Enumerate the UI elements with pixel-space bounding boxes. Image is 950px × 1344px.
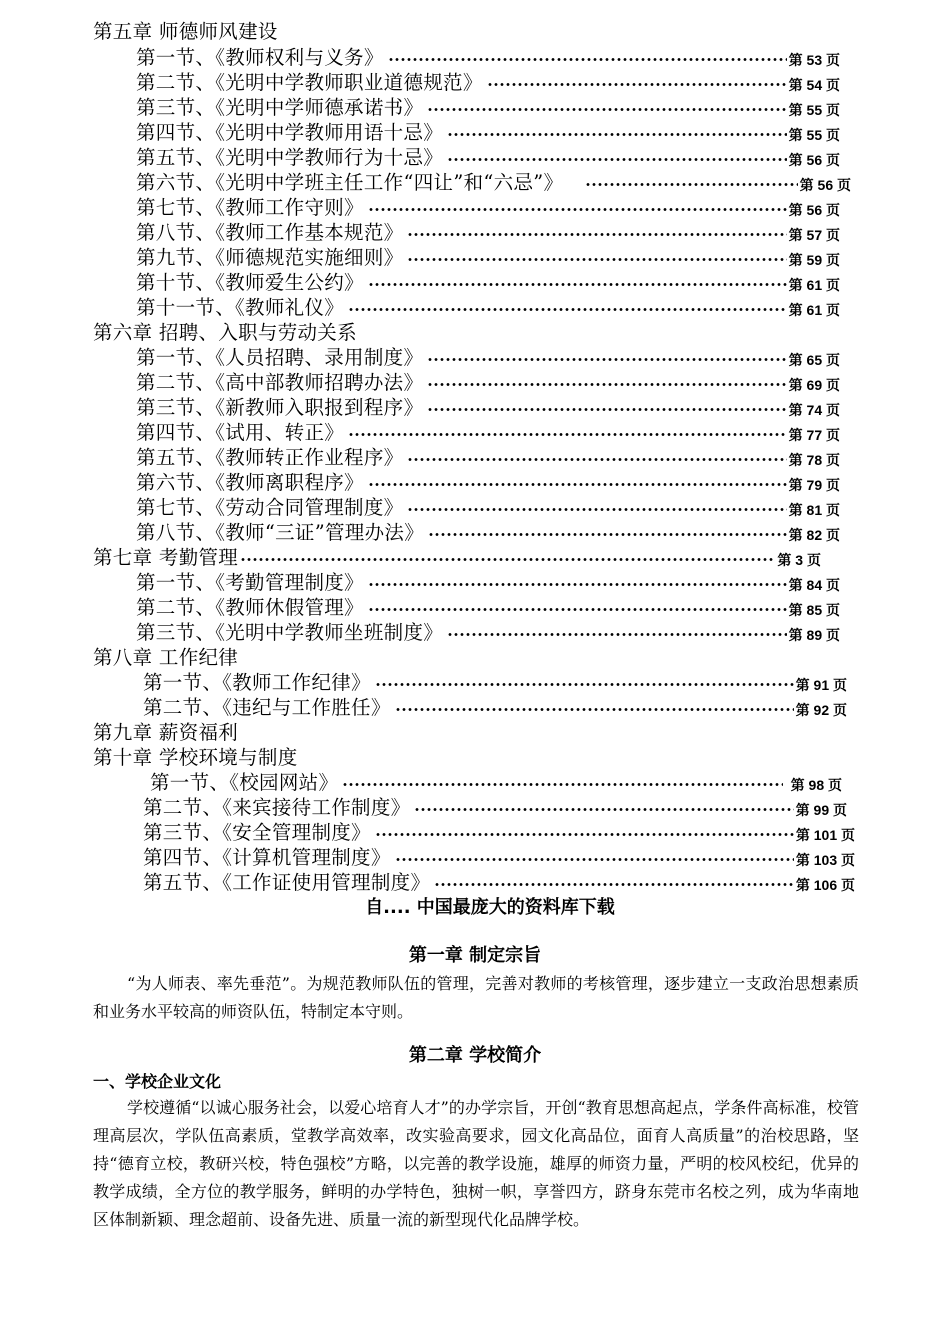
toc-chapter-6: 第六章 招聘、入职与劳动关系 [93, 321, 357, 344]
leader-dots [368, 580, 787, 589]
toc-page-number: 第 56 页 [788, 202, 840, 218]
section-heading: 一、学校企业文化 [93, 1072, 222, 1091]
toc-section-title: 第七节、《教师工作守则》 [136, 196, 364, 219]
toc-section-title: 第二节、《光明中学教师职业道德规范》 [136, 71, 483, 94]
toc-page-number: 第 103 页 [795, 852, 855, 868]
toc-row[interactable] [136, 146, 840, 170]
toc-section-title: 第五节、《教师转正作业程序》 [136, 446, 404, 469]
toc-section-title: 第三节、《新教师入职报到程序》 [136, 396, 424, 419]
leader-dots [447, 130, 787, 139]
leader-dots [368, 480, 787, 489]
toc-page-number: 第 78 页 [788, 452, 840, 468]
leader-dots [427, 355, 786, 364]
leader-dots [368, 205, 787, 214]
toc-page-number: 第 82 页 [788, 527, 840, 543]
leader-dots [375, 680, 794, 689]
toc-row[interactable] [136, 121, 840, 145]
toc-section-title: 第五节、《光明中学教师行为十忌》 [136, 146, 444, 169]
toc-row[interactable] [136, 246, 840, 270]
toc-page-number: 第 92 页 [795, 702, 847, 718]
toc-page-number: 第 89 页 [788, 627, 840, 643]
toc-chapter-7-row[interactable] [93, 546, 821, 570]
leader-dots [427, 380, 786, 389]
toc-section-title: 第三节、《光明中学教师坐班制度》 [136, 621, 444, 644]
toc-section-title: 第一节、《教师工作纪律》 [143, 671, 371, 694]
toc-row[interactable] [143, 671, 847, 695]
toc-page-number: 第 69 页 [788, 377, 840, 393]
toc-page-number: 第 59 页 [788, 252, 840, 268]
toc-row[interactable] [136, 346, 840, 370]
toc-row[interactable] [143, 696, 847, 720]
toc-section-title: 第六节、《教师离职程序》 [136, 471, 364, 494]
toc-chapter-10: 第十章 学校环境与制度 [93, 746, 298, 769]
leader-dots [407, 455, 786, 464]
toc-row[interactable] [143, 846, 855, 870]
toc-row[interactable] [136, 46, 840, 70]
toc-section-title: 第二节、《来宾接待工作制度》 [143, 796, 411, 819]
toc-row[interactable] [136, 196, 840, 220]
toc-section-title: 第二节、《教师休假管理》 [136, 596, 364, 619]
toc-section-title: 第一节、《考勤管理制度》 [136, 571, 364, 594]
leader-dots [395, 855, 794, 864]
chapter-1-body: “为人师表、率先垂范”。为规范教师队伍的管理，完善对教师的考核管理，逐步建立一支政治思想素质和业务水平较高的师资队伍，特制定本守则。 [93, 974, 859, 1021]
toc-chapter-9: 第九章 薪资福利 [93, 721, 239, 744]
leader-dots [348, 305, 787, 314]
toc-row[interactable] [136, 371, 840, 395]
toc-page-number: 第 101 页 [795, 827, 855, 843]
toc-row[interactable] [136, 496, 840, 520]
toc-page-number: 第 91 页 [795, 677, 847, 693]
toc-row[interactable] [136, 596, 840, 620]
leader-dots [414, 805, 793, 814]
toc-section-title: 第四节、《光明中学教师用语十忌》 [136, 121, 444, 144]
toc-chapter-7: 第七章 考勤管理 [93, 546, 239, 569]
toc-page-number: 第 55 页 [788, 127, 840, 143]
toc-row[interactable] [136, 396, 840, 420]
toc-page-number: 第 81 页 [788, 502, 840, 518]
toc-row[interactable] [150, 771, 842, 795]
toc-section-title: 第七节、《劳动合同管理制度》 [136, 496, 404, 519]
toc-section-title: 第九节、《师德规范实施细则》 [136, 246, 404, 269]
toc-row[interactable] [136, 571, 840, 595]
toc-section-title: 第二节、《违纪与工作胜任》 [143, 696, 391, 719]
toc-page-number: 第 61 页 [788, 277, 840, 293]
leader-dots [395, 705, 794, 714]
leader-dots [240, 555, 775, 564]
leader-dots [585, 180, 797, 189]
toc-page-number: 第 3 页 [777, 552, 821, 568]
toc-row[interactable] [136, 96, 840, 120]
toc-page-number: 第 65 页 [788, 352, 840, 368]
toc-page-number: 第 56 页 [788, 152, 840, 168]
toc-section-title: 第一节、《校园网站》 [150, 771, 339, 794]
toc-row[interactable] [143, 796, 847, 820]
toc-row[interactable] [136, 521, 840, 545]
leader-dots [407, 255, 786, 264]
toc-row[interactable] [136, 171, 851, 195]
chapter-2-body: 学校遵循“以诚心服务社会，以爱心培育人才”的办学宗旨，开创“教育思想高起点，学条件高标准，校管理高层次，学队伍高素质，堂教学高效率，改实验高要求，园文化高品位，面育人高质量”的治校思路，坚持“德育立校，教研兴校，特色强校”方略，以完善的教学设施，雄厚的师资力量，严明的校风校纪，优异的教学成绩，全方位的教学服务，鲜明的办学特色，独树一帜，享誉四方，跻身东莞市名校之列，成为华南地区体制新颖、理念超前、设备先进、质量一流的新型现代化品牌学校。 [93, 1098, 859, 1229]
leader-dots [427, 105, 786, 114]
toc-page-number: 第 54 页 [788, 77, 840, 93]
toc-row[interactable] [143, 821, 855, 845]
toc-section-title: 第三节、《光明中学师德承诺书》 [136, 96, 424, 119]
toc-page-number: 第 99 页 [795, 802, 847, 818]
chapter-2-heading: 第二章 学校简介 [408, 1045, 542, 1066]
toc-section-title: 第十节、《教师爱生公约》 [136, 271, 364, 294]
toc-row[interactable] [136, 471, 840, 495]
toc-section-title: 第八节、《教师工作基本规范》 [136, 221, 404, 244]
toc-section-title: 第六节、《光明中学班主任工作“四让”和“六忌”》 [136, 171, 564, 194]
toc-section-title: 第二节、《高中部教师招聘办法》 [136, 371, 424, 394]
toc-page-number: 第 55 页 [788, 102, 840, 118]
toc-page-number: 第 106 页 [795, 877, 855, 893]
toc-chapter-5: 第五章 师德师风建设 [93, 20, 278, 43]
toc-section-title: 第一节、《人员招聘、录用制度》 [136, 346, 424, 369]
leader-dots [428, 530, 787, 539]
leader-dots [375, 830, 794, 839]
leader-dots [407, 505, 786, 514]
toc-row[interactable] [136, 421, 840, 445]
toc-page-number: 第 84 页 [788, 577, 840, 593]
toc-row[interactable] [143, 871, 855, 895]
toc-section-title: 第十一节、《教师礼仪》 [136, 296, 345, 319]
toc-section-title: 第一节、《教师权利与义务》 [136, 46, 384, 69]
toc-page-number: 第 61 页 [788, 302, 840, 318]
leader-dots [407, 230, 786, 239]
toc-section-title: 第四节、《计算机管理制度》 [143, 846, 391, 869]
toc-row[interactable] [136, 446, 840, 470]
leader-dots [342, 780, 782, 789]
toc-page-number: 第 53 页 [788, 52, 840, 68]
leader-dots [434, 880, 794, 889]
toc-chapter-8: 第八章 工作纪律 [93, 646, 239, 669]
leader-dots [368, 280, 787, 289]
leader-dots [348, 430, 787, 439]
toc-row[interactable] [136, 71, 840, 95]
toc-page-number: 第 56 页 [799, 177, 851, 193]
chapter-1-heading: 第一章 制定宗旨 [408, 945, 542, 966]
toc-page-number: 第 57 页 [788, 227, 840, 243]
toc-page-number: 第 74 页 [788, 402, 840, 418]
toc-section-title: 第四节、《试用、转正》 [136, 421, 345, 444]
toc-page-number: 第 79 页 [788, 477, 840, 493]
toc-section-title: 第三节、《安全管理制度》 [143, 821, 371, 844]
leader-dots [447, 630, 787, 639]
toc-row[interactable] [136, 221, 840, 245]
toc-row[interactable] [136, 296, 840, 320]
leader-dots [447, 155, 787, 164]
toc-page-number: 第 77 页 [788, 427, 840, 443]
watermark-line: 自.... 中国最庞大的资料库下载 [365, 897, 615, 918]
toc-page-number: 第 98 页 [790, 777, 842, 793]
toc-section-title: 第五节、《工作证使用管理制度》 [143, 871, 431, 894]
leader-dots [427, 405, 786, 414]
leader-dots [368, 605, 787, 614]
leader-dots [487, 80, 787, 89]
leader-dots [388, 55, 787, 64]
toc-page-number: 第 85 页 [788, 602, 840, 618]
toc-row[interactable] [136, 271, 840, 295]
toc-section-title: 第八节、《教师“三证”管理办法》 [136, 521, 424, 544]
toc-row[interactable] [136, 621, 840, 645]
